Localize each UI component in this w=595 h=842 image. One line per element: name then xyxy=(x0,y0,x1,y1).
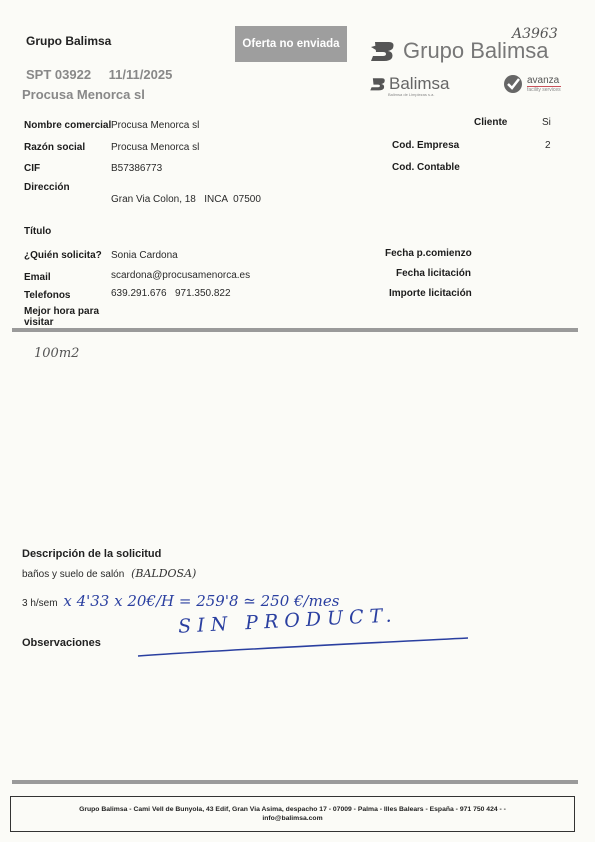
balimsa-small-b-icon xyxy=(369,76,387,92)
importe-licitacion-label: Importe licitación xyxy=(389,288,472,299)
avanza-logo xyxy=(503,74,561,94)
cif-label: CIF xyxy=(24,163,41,174)
footer-divider xyxy=(12,780,578,784)
descripcion-line2-handwritten: x 4'33 x 20€/H = 259'8 ≃ 250 €/mes xyxy=(63,592,340,610)
footer-box xyxy=(10,796,575,832)
email-value: scardona@procusamenorca.es xyxy=(111,270,251,281)
titulo-label: Título xyxy=(24,226,52,237)
descripcion-line1-text: baños y suelo de salón xyxy=(22,569,125,580)
quien-solicita-label: ¿Quién solicita? xyxy=(24,250,102,261)
cliente-value: Si xyxy=(542,117,551,128)
mejor-hora-label-line2: visitar xyxy=(24,317,54,328)
footer-address: Grupo Balimsa - Cami Vell de Bunyola, 43 Edif, Gran Via Asima, despacho 17 - 07009 - Palma - Illes Balears - España - 971 750 424 - - xyxy=(79,806,506,813)
razon-social-label: Razón social xyxy=(24,142,86,153)
balimsa-logo xyxy=(369,74,449,94)
email-label: Email xyxy=(24,272,51,283)
grupo-balimsa-logo-text: Grupo Balimsa xyxy=(403,38,549,63)
footer-email: info@balimsa.com xyxy=(262,815,323,822)
direccion-value: Gran Via Colon, 18 INCA 07500 xyxy=(111,194,261,205)
balimsa-logo-text: Balimsa xyxy=(389,74,450,93)
cod-contable-label: Cod. Contable xyxy=(392,162,460,173)
status-badge: Oferta no enviada xyxy=(235,26,347,62)
razon-social-value: Procusa Menorca sl xyxy=(111,142,200,153)
ref-date: 11/11/2025 xyxy=(108,67,173,82)
telefonos-label: Telefonos xyxy=(24,290,71,301)
mejor-hora-label xyxy=(24,306,99,328)
cod-empresa-label: Cod. Empresa xyxy=(392,140,460,151)
descripcion-label: Descripción de la solicitud xyxy=(22,548,162,560)
nombre-comercial-value: Procusa Menorca sl xyxy=(111,120,200,131)
avanza-logo-sub: facility services xyxy=(527,86,561,93)
avanza-check-icon xyxy=(503,74,523,94)
avanza-logo-text: avanza xyxy=(527,74,560,86)
ref-number: SPT 03922 xyxy=(26,67,92,82)
cif-value: B57386773 xyxy=(111,163,163,174)
company-name: Grupo Balimsa xyxy=(26,34,112,48)
handwritten-underline xyxy=(130,634,475,664)
balimsa-logo-sub: Balimsa de Limpiezas s.a. xyxy=(388,92,435,97)
section-divider xyxy=(12,328,578,332)
fecha-licitacion-label: Fecha licitación xyxy=(396,268,472,279)
handwritten-note: SIN PRODUCT. xyxy=(177,604,398,638)
descripcion-line2-text: 3 h/sem xyxy=(22,598,58,609)
nombre-comercial-label: Nombre comercial xyxy=(24,120,112,131)
handwritten-number: A3963 xyxy=(512,26,558,42)
telefonos-value: 639.291.676 971.350.822 xyxy=(111,288,231,299)
descripcion-line2 xyxy=(22,592,339,610)
document-ref xyxy=(26,67,172,82)
mejor-hora-label-line1: Mejor hora para xyxy=(24,306,100,317)
handwritten-area-note: 100m2 xyxy=(34,346,80,361)
descripcion-line1 xyxy=(22,567,196,580)
cliente-label: Cliente xyxy=(474,117,508,128)
balimsa-b-icon xyxy=(369,39,397,63)
quien-solicita-value: Sonia Cardona xyxy=(111,250,178,261)
page-title: Procusa Menorca sl xyxy=(22,87,145,102)
observaciones-label: Observaciones xyxy=(22,637,101,649)
direccion-label: Dirección xyxy=(24,182,70,193)
cod-empresa-value: 2 xyxy=(545,140,551,151)
descripcion-line1-handwritten: (BALDOSA) xyxy=(131,567,197,580)
fecha-comienzo-label: Fecha p.comienzo xyxy=(385,248,472,259)
